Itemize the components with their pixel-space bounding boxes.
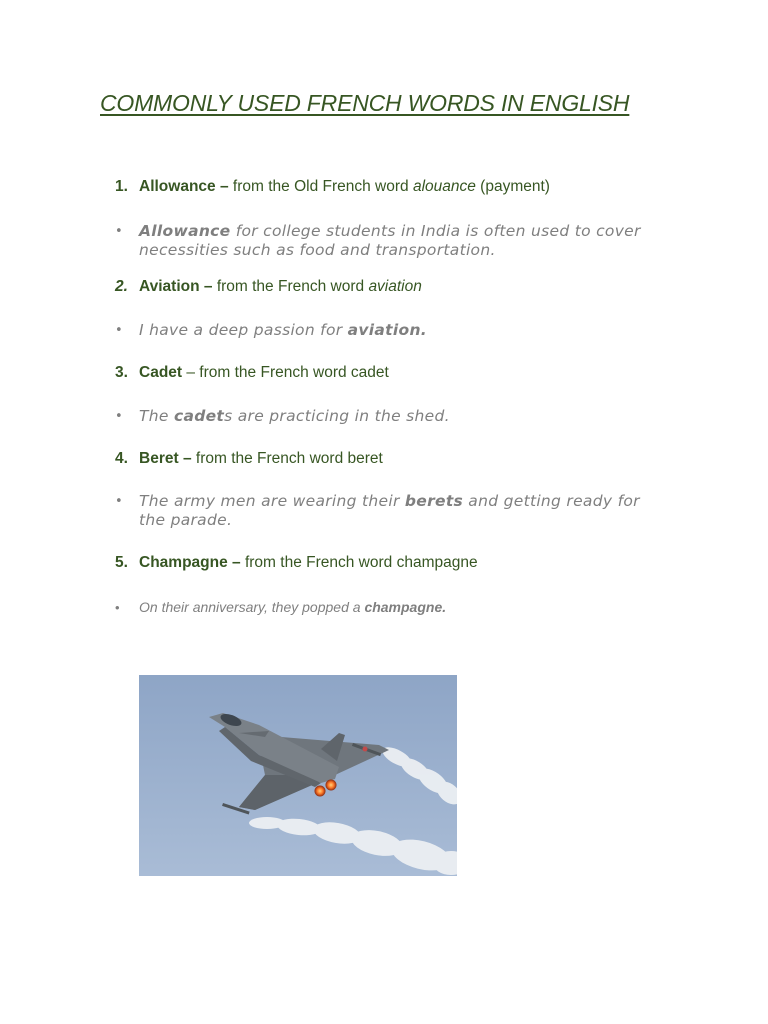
origin-text: – from the French word cadet bbox=[182, 364, 389, 381]
list-number: 1. bbox=[115, 178, 128, 195]
fighter-jet-photo bbox=[139, 675, 457, 876]
example-keyword: aviation. bbox=[347, 321, 427, 339]
example-keyword: Allowance bbox=[139, 222, 231, 240]
list-number: 3. bbox=[115, 364, 128, 381]
page-title: COMMONLY USED FRENCH WORDS IN ENGLISH bbox=[100, 90, 630, 116]
term-entry-aviation bbox=[115, 278, 675, 296]
example-post: for college students in India is often used to cover necessities such as food and transportation. bbox=[139, 222, 641, 259]
example-sentence-beret bbox=[115, 492, 655, 530]
term-word: Cadet bbox=[139, 364, 183, 381]
list-number: 2. bbox=[115, 278, 128, 295]
term-entry-beret bbox=[115, 450, 675, 468]
example-post: and getting ready for the parade. bbox=[139, 492, 640, 529]
example-pre: The army men are wearing their bbox=[139, 492, 405, 510]
example-text bbox=[139, 598, 655, 617]
term-dash: – bbox=[199, 278, 213, 295]
term-word: Allowance bbox=[139, 178, 216, 195]
example-keyword: champagne. bbox=[364, 599, 447, 615]
example-pre: The bbox=[139, 407, 174, 425]
example-sentence-aviation bbox=[115, 321, 655, 340]
term-dash: – bbox=[215, 178, 229, 195]
example-text bbox=[139, 492, 655, 530]
example-text bbox=[139, 321, 655, 340]
term-word: Beret bbox=[139, 450, 179, 467]
example-text bbox=[139, 222, 655, 260]
origin-text: from the French word beret bbox=[191, 450, 383, 467]
term-entry-cadet bbox=[115, 364, 675, 382]
example-text bbox=[139, 407, 655, 426]
example-sentence-cadet bbox=[115, 407, 655, 426]
origin-text: from the Old French word bbox=[228, 178, 413, 195]
list-number: 5. bbox=[115, 554, 128, 571]
bullet-icon: • bbox=[115, 224, 123, 239]
origin-text: from the French word champagne bbox=[240, 554, 478, 571]
example-pre: I have a deep passion for bbox=[139, 321, 348, 339]
example-sentence-allowance bbox=[115, 222, 655, 260]
bullet-icon: • bbox=[115, 494, 123, 509]
bullet-icon: • bbox=[115, 409, 123, 424]
bullet-icon: • bbox=[115, 600, 120, 615]
bullet-icon: • bbox=[115, 323, 123, 338]
list-number: 4. bbox=[115, 450, 128, 467]
fighter-jet-illustration bbox=[139, 675, 457, 876]
term-entry-allowance bbox=[115, 178, 675, 196]
term-entry-champagne bbox=[115, 554, 675, 572]
example-keyword: berets bbox=[404, 492, 464, 510]
example-pre: On their anniversary, they popped a bbox=[139, 599, 365, 615]
term-word: Aviation bbox=[139, 278, 200, 295]
example-sentence-champagne bbox=[115, 598, 655, 617]
origin-word: alouance bbox=[412, 178, 476, 195]
origin-text: from the French word bbox=[212, 278, 369, 295]
term-word: Champagne bbox=[139, 554, 228, 571]
example-keyword: cadet bbox=[173, 407, 225, 425]
origin-suffix: (payment) bbox=[475, 178, 550, 195]
example-post: s are practicing in the shed. bbox=[224, 407, 450, 425]
term-dash: – bbox=[178, 450, 192, 467]
term-dash: – bbox=[227, 554, 241, 571]
origin-word: aviation bbox=[368, 278, 422, 295]
